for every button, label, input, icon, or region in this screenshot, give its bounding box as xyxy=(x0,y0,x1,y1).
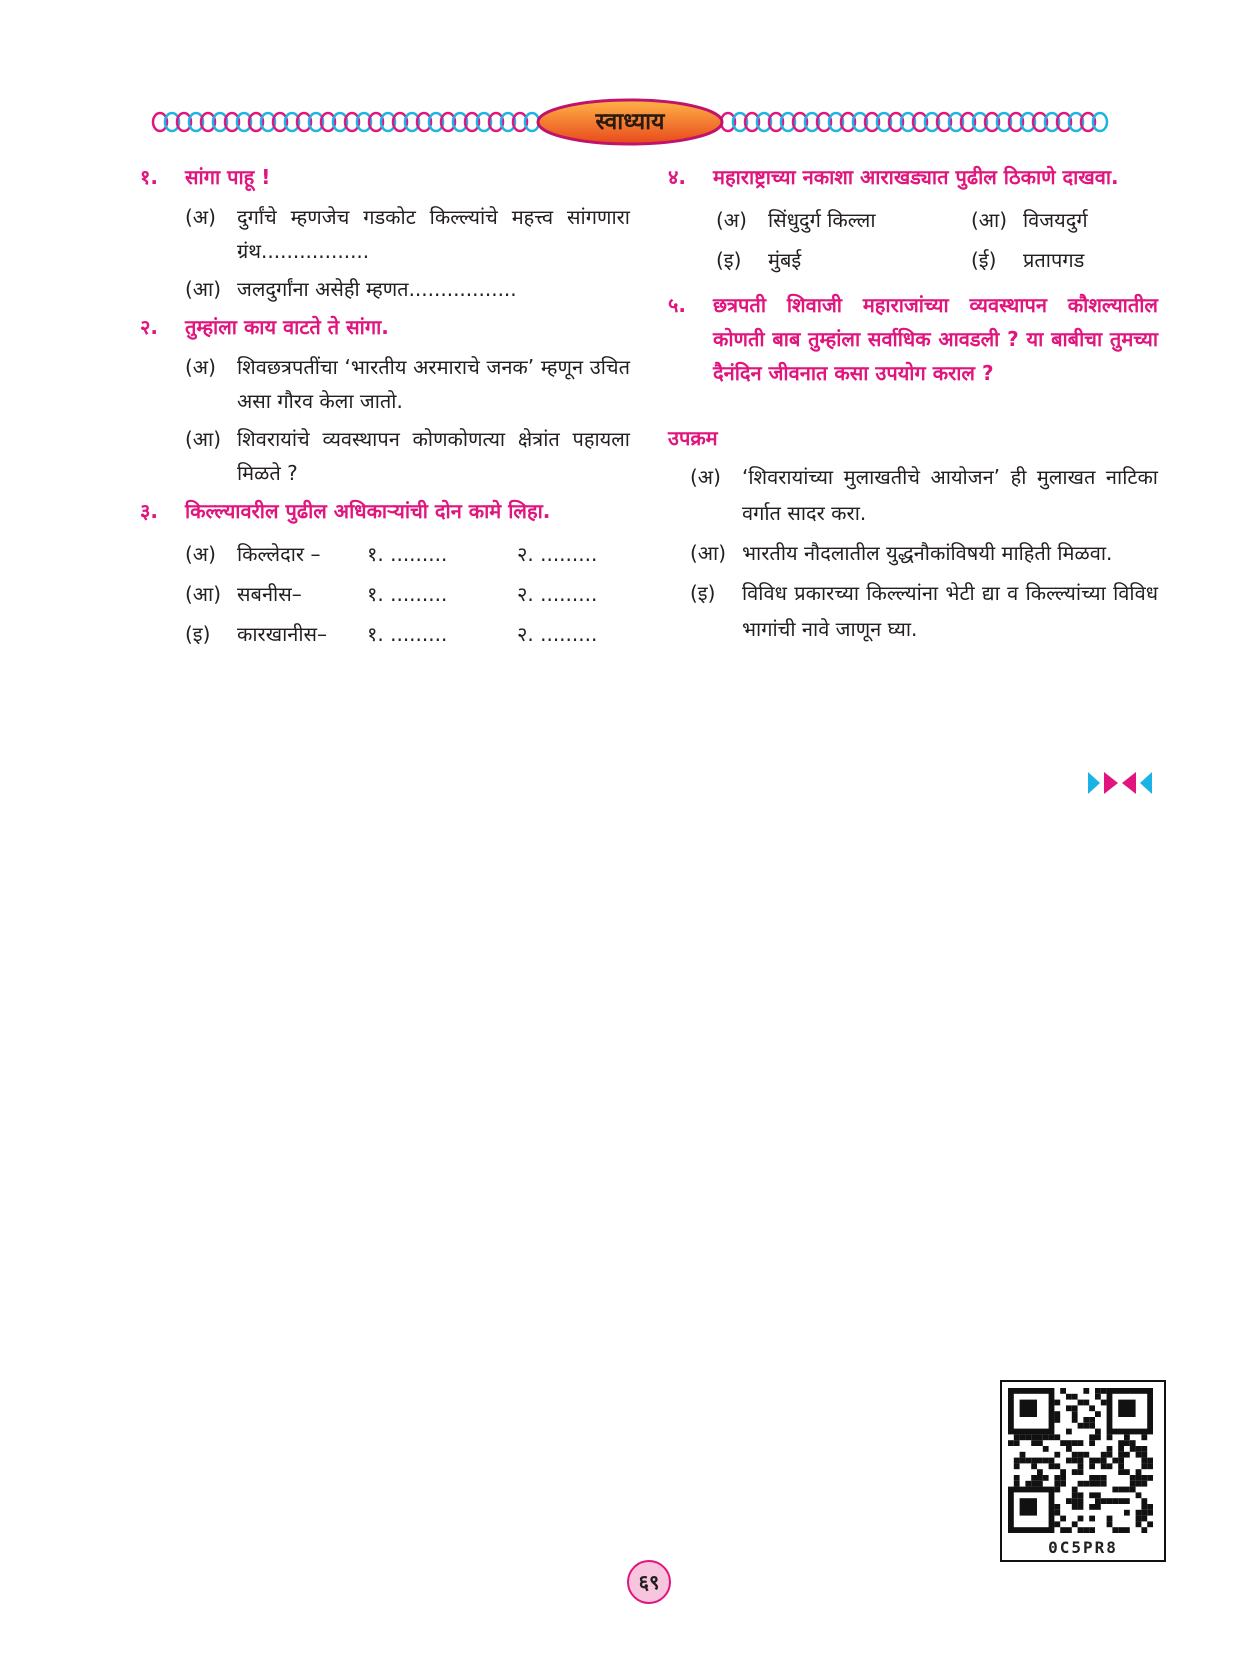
item-label: (इ) xyxy=(716,248,742,272)
item-text: ‘शिवरायांच्या मुलाखतीचे आयोजन’ ही मुलाखत नाटिका वर्गात सादर करा. xyxy=(742,465,1158,525)
place-item xyxy=(971,240,1191,280)
question-title: किल्ल्यावरील पुढील अधिकाऱ्यांची दोन कामे लिहा. xyxy=(185,499,551,523)
question-4 xyxy=(668,160,1158,194)
item-label: (अ) xyxy=(185,205,216,229)
qr-code-icon xyxy=(1008,1388,1158,1534)
item-label: (आ) xyxy=(690,541,727,565)
qr-code[interactable] xyxy=(1000,1380,1166,1562)
officer-role: सबनीस– xyxy=(237,582,302,606)
answer-blank: १. ......... xyxy=(367,582,448,606)
place-item xyxy=(716,240,971,280)
question-number: २. xyxy=(140,315,158,339)
item-label: (अ) xyxy=(185,355,216,379)
item-text: विविध प्रकारच्या किल्ल्यांना भेटी द्या व किल्ल्यांच्या विविध भागांची नावे जाणून घ्या. xyxy=(742,581,1158,641)
answer-blank: २. ......... xyxy=(517,542,598,566)
right-column xyxy=(668,160,1158,651)
activities-heading: उपक्रम xyxy=(668,426,718,450)
item-text: दुर्गांचे म्हणजेच गडकोट किल्ल्यांचे महत्त्व सांगणारा ग्रंथ................. xyxy=(237,205,630,263)
item-label: (अ) xyxy=(185,542,216,566)
answer-blank: १. ......... xyxy=(367,622,448,646)
question-1-item-aa xyxy=(185,272,630,306)
question-5 xyxy=(668,288,1158,390)
place-name: मुंबई xyxy=(768,248,802,272)
section-title: स्वाध्याय xyxy=(595,109,665,135)
question-3 xyxy=(140,494,630,528)
answer-blank: २. ......... xyxy=(517,622,598,646)
item-label: (अ) xyxy=(690,465,721,489)
answer-blank: १. ......... xyxy=(367,542,448,566)
item-label: (आ) xyxy=(971,208,1008,232)
question-number: ३. xyxy=(140,499,158,523)
question-3-row-aa xyxy=(185,574,630,614)
question-2 xyxy=(140,310,630,344)
place-name: सिंधुदुर्ग किल्ला xyxy=(768,208,876,232)
item-label: (इ) xyxy=(185,622,211,646)
place-name: प्रतापगड xyxy=(1023,248,1085,272)
activity-item xyxy=(690,575,1158,647)
question-title: छत्रपती शिवाजी महाराजांच्या व्यवस्थापन कौशल्यातील कोणती बाब तुम्हांला सर्वाधिक आवडली ? या बाबीचा तुमच्या दैनंदिन जीवनात कसा उपयोग कराल ? xyxy=(713,293,1158,385)
question-2-item-a xyxy=(185,350,630,418)
place-item xyxy=(971,200,1191,240)
item-label: (आ) xyxy=(185,427,222,451)
question-number: ५. xyxy=(668,293,686,317)
activity-item xyxy=(690,535,1158,571)
question-title: सांगा पाहू ! xyxy=(185,165,271,189)
question-title: तुम्हांला काय वाटते ते सांगा. xyxy=(185,315,389,339)
places-list xyxy=(716,200,1158,280)
chapter-end-ornament xyxy=(1088,770,1160,796)
item-text: जलदुर्गांना असेही म्हणत................. xyxy=(237,277,517,301)
item-text: शिवछत्रपतींचा ‘भारतीय अरमाराचे जनक’ म्हणून उचित असा गौरव केला जातो. xyxy=(237,355,630,413)
question-number: १. xyxy=(140,165,158,189)
question-1 xyxy=(140,160,630,194)
page-number: ६९ xyxy=(627,1560,671,1604)
place-name: विजयदुर्ग xyxy=(1023,208,1088,232)
question-number: ४. xyxy=(668,165,686,189)
question-1-item-a xyxy=(185,200,630,268)
item-label: (इ) xyxy=(690,581,716,605)
activity-item xyxy=(690,459,1158,531)
officer-role: किल्लेदार – xyxy=(237,542,321,566)
item-label: (आ) xyxy=(185,582,222,606)
question-3-row-a xyxy=(185,534,630,574)
question-title: महाराष्ट्राच्या नकाशा आराखड्यात पुढील ठिकाणे दाखवा. xyxy=(713,165,1119,189)
left-column xyxy=(140,160,630,654)
question-3-row-i xyxy=(185,614,630,654)
answer-blank: २. ......... xyxy=(517,582,598,606)
place-item xyxy=(716,200,971,240)
item-text: शिवरायांचे व्यवस्थापन कोणकोणत्या क्षेत्रांत पहायला मिळते ? xyxy=(237,427,630,485)
item-label: (ई) xyxy=(971,248,997,272)
officer-role: कारखानीस– xyxy=(237,622,328,646)
item-label: (आ) xyxy=(185,277,222,301)
qr-code-text: 0C5PR8 xyxy=(1048,1538,1118,1557)
question-2-item-aa xyxy=(185,422,630,490)
item-text: भारतीय नौदलातील युद्धनौकांविषयी माहिती मिळवा. xyxy=(742,541,1113,565)
header-banner xyxy=(150,95,1110,151)
item-label: (अ) xyxy=(716,208,747,232)
